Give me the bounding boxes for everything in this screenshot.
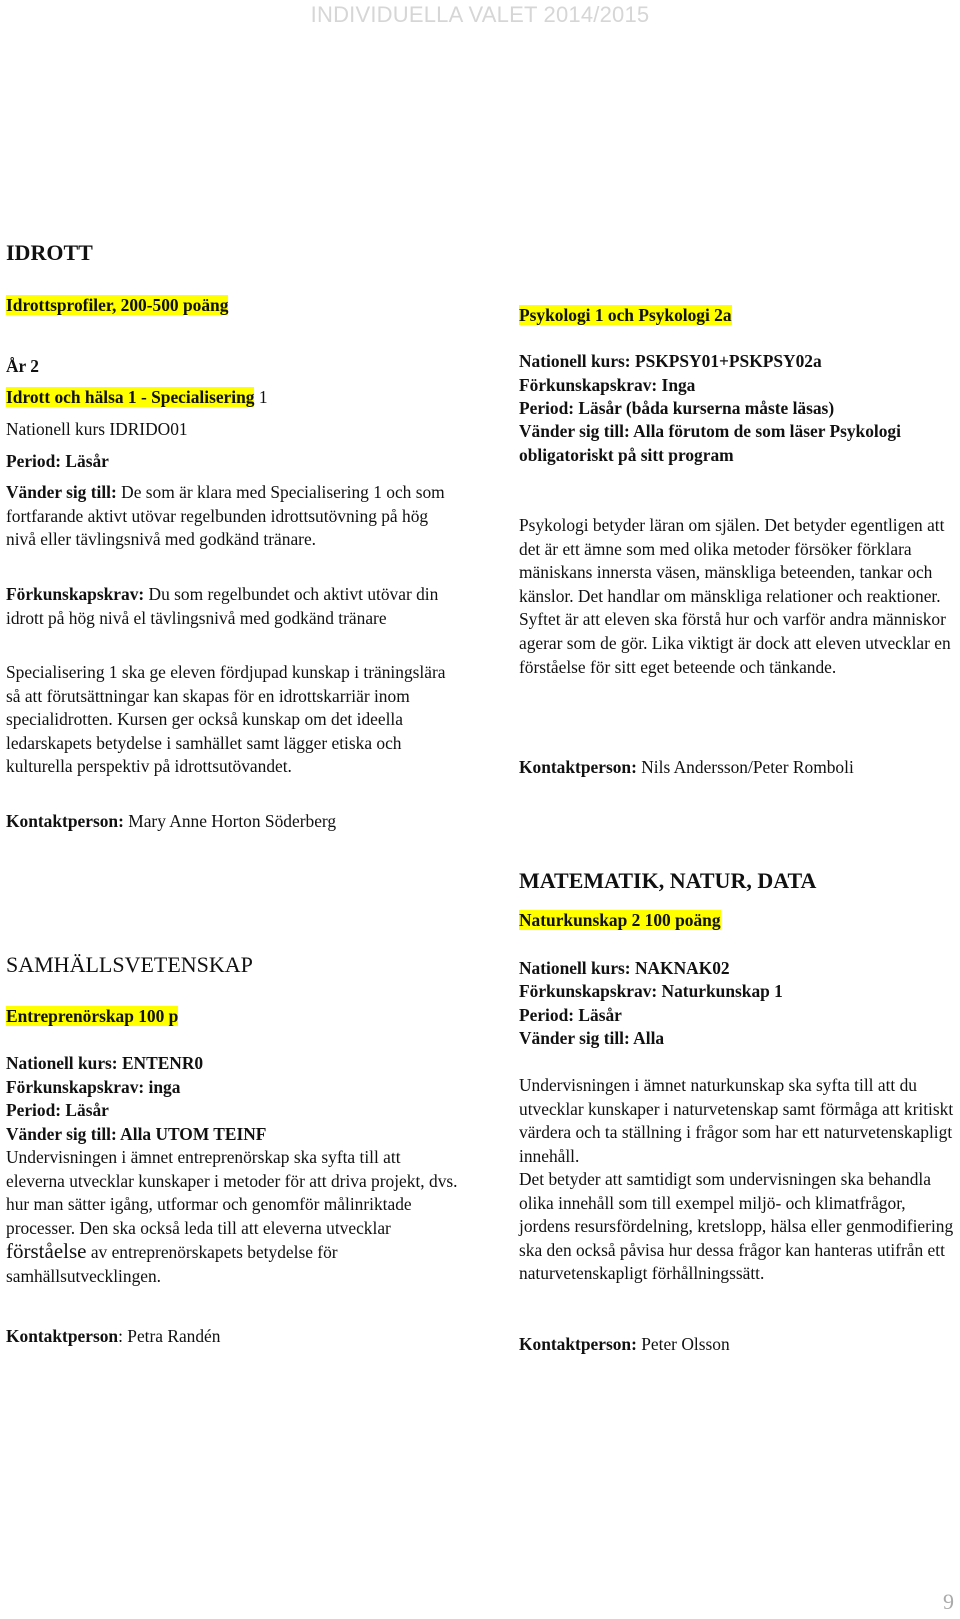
document-header: INDIVIDUELLA VALET 2014/2015	[310, 2, 650, 27]
course-description: Undervisningen i ämnet entreprenörskap ska syfta till att eleverna utvecklar kunskaper i metoder för att driva projekt, dvs. hur man sätter igång, utformar och genomför målinriktade processer. Den ska också leda till att eleverna utvecklar förståelse av entreprenörskapets betydelse för samhällsutvecklingen.	[6, 1147, 458, 1286]
national-course: Nationell kurs: PSKPSY01+PSKPSY02a	[519, 351, 822, 371]
right-column	[519, 0, 959, 1619]
period: Period: Läsår	[6, 1100, 109, 1120]
year-label: År 2	[6, 356, 40, 376]
national-course: Nationell kurs: NAKNAK02	[519, 958, 730, 978]
audience: Vänder sig till: Alla UTOM TEINF	[6, 1124, 267, 1144]
contact-paragraph: Kontaktperson: Peter Olsson	[519, 1334, 730, 1354]
course-description: Specialisering 1 ska ge eleven fördjupad kunskap i träningslära så att förutsättningar kan skapas för en idrottskarriär inom specialidrotten. Kursen ger också kunskap om det ideella ledarskapets betydelse i samhället samt lägger etiska och kulturella perspektiv på idrottsutövandet.	[6, 662, 446, 777]
section-heading-samhallsvetenskap: SAMHÄLLSVETENSKAP	[6, 952, 253, 977]
audience: Vänder sig till: Alla förutom de som läser Psykologi obligatoriskt på sitt program	[519, 421, 901, 465]
national-course: Nationell kurs IDRIDO01	[6, 419, 188, 439]
course-description: Psykologi betyder läran om själen. Det betyder egentligen att det är ett ämne som med olika metoder försöker förklara mäniskans innersta väsen, mänskliga beteenden, tankar och känslor. Det handlar om mänskliga relationer och reaktioner. Syftet är att eleven ska förstå hur och varför andra människor agerar som de gör. Lika viktigt är dock att eleven utvecklar en förståelse för sitt eget beteende och tänkande.	[519, 515, 951, 677]
course-description-2: Det betyder att samtidigt som undervisningen ska behandla olika innehåll som till exempel miljö- och klimatfrågor, jordens resursfördelning, kretslopp, hälsa eller genmodifiering ska den också påvisa hur dessa frågor kan hanteras utifrån ett naturvetenskapligt förhållningssätt.	[519, 1169, 954, 1284]
course-title-idrott-halsa: Idrott och hälsa 1 - Specialisering 1	[6, 387, 268, 407]
course-title-naturkunskap: Naturkunskap 2 100 poäng	[519, 910, 721, 930]
contact-paragraph: Kontaktperson: Mary Anne Horton Söderberg	[6, 811, 337, 831]
period: Period: Läsår (båda kurserna måste läsas)	[519, 398, 835, 418]
prereq: Förkunskapskrav: Inga	[519, 375, 696, 395]
period: Period: Läsår	[6, 451, 109, 471]
period: Period: Läsår	[519, 1005, 622, 1025]
prereq: Förkunskapskrav: Naturkunskap 1	[519, 981, 783, 1001]
course-description-1: Undervisningen i ämnet naturkunskap ska syfta till att du utvecklar kunskaper i naturvetenskap samt förmåga att kritiskt värdera och ta ställning i frågor som har ett naturvetenskapligt innehåll.	[519, 1075, 954, 1166]
course-title-psykologi: Psykologi 1 och Psykologi 2a	[519, 305, 732, 325]
prereq-paragraph: Förkunskapskrav: Du som regelbundet och aktivt utövar din idrott på hög nivå el tävlingsnivå med godkänd tränare	[6, 584, 439, 628]
section-heading-matematik: MATEMATIK, NATUR, DATA	[519, 868, 817, 893]
section-heading-idrott: IDROTT	[6, 240, 93, 265]
left-column	[6, 0, 458, 1619]
national-course: Nationell kurs: ENTENR0	[6, 1053, 204, 1073]
audience-paragraph: Vänder sig till: De som är klara med Specialisering 1 och som fortfarande aktivt utövar regelbunden idrottsutövning på hög nivå eller tävlingsnivå med godkänd tränare.	[6, 482, 445, 550]
prereq: Förkunskapskrav: inga	[6, 1077, 181, 1097]
course-title-entreprenorskap: Entreprenörskap 100 p	[6, 1006, 179, 1026]
page-number: 9	[943, 1589, 954, 1614]
contact-paragraph: Kontaktperson: Petra Randén	[6, 1326, 221, 1346]
course-title-idrottsprofiler: Idrottsprofiler, 200-500 poäng	[6, 295, 229, 315]
audience: Vänder sig till: Alla	[519, 1028, 665, 1048]
contact-paragraph: Kontaktperson: Nils Andersson/Peter Romboli	[519, 757, 854, 777]
